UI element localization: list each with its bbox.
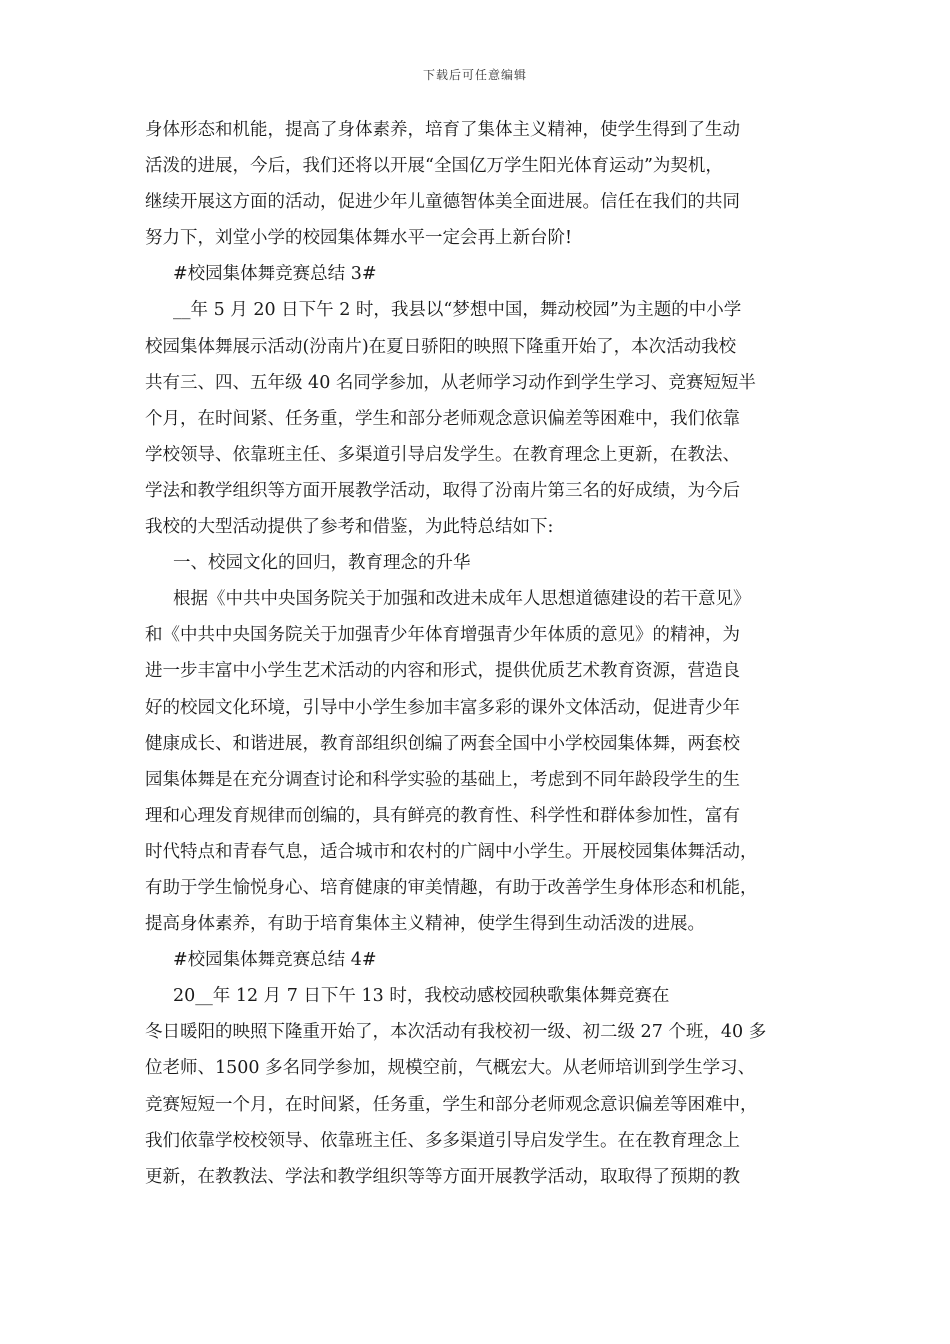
text-line: 根据《中共中央国务院关于加强和改进未成年人思想道德建设的若干意见》 xyxy=(173,589,751,610)
text-line: 提高身体素养，有助于培育集体主义精神，使学生得到生动活泼的进展。 xyxy=(145,914,705,935)
text-line: 有助于学生愉悦身心、培育健康的审美情趣，有助于改善学生身体形态和机能， xyxy=(145,877,758,898)
text-line: 努力下，刘堂小学的校园集体舞水平一定会再上新台阶! xyxy=(145,228,573,249)
text-line: 理和心理发育规律而创编的，具有鲜亮的教育性、科学性和群体参加性，富有 xyxy=(145,805,740,826)
text-line: 我们依靠学校校领导、依靠班主任、多多渠道引导启发学生。在在教育理念上 xyxy=(145,1130,740,1151)
document-body xyxy=(145,112,810,1195)
text-line: 身体形态和机能，提高了身体素养，培育了集体主义精神，使学生得到了生动 xyxy=(145,120,740,140)
text-line: 竞赛短短一个月，在时间紧，任务重，学生和部分老师观念意识偏差等困难中， xyxy=(145,1094,758,1115)
text-line: 活泼的进展，今后，我们还将以开展“全国亿万学生阳光体育运动”为契机， xyxy=(145,156,723,177)
text-line: 学校领导、依靠班主任、多渠道引导启发学生。在教育理念上更新，在教法、 xyxy=(145,444,740,465)
text-line: 园集体舞是在充分调查讨论和科学实验的基础上，考虑到不同年龄段学生的生 xyxy=(145,769,740,790)
text-line: #校园集体舞竞赛总结 4# xyxy=(173,950,377,971)
text-line: 更新，在教教法、学法和教学组织等等方面开展教学活动，取取得了预期的教 xyxy=(145,1166,740,1187)
text-line: 学法和教学组织等方面开展教学活动，取得了汾南片第三名的好成绩，为今后 xyxy=(145,480,740,501)
text-line: 20__年 12 月 7 日下午 13 时，我校动感校园秧歌集体舞竞赛在 xyxy=(173,986,670,1007)
text-line: 校园集体舞展示活动(汾南片)在夏日骄阳的映照下隆重开始了，本次活动我校 xyxy=(145,336,737,357)
text-line: 健康成长、和谐进展，教育部组织创编了两套全国中小学校园集体舞，两套校 xyxy=(145,733,740,754)
page-header: 下载后可任意编辑 xyxy=(422,68,527,82)
text-line: 一、校园文化的回归，教育理念的升华 xyxy=(173,553,471,574)
text-line: 继续开展这方面的活动，促进少年儿童德智体美全面进展。信任在我们的共同 xyxy=(145,192,740,213)
text-line: __年 5 月 20 日下午 2 时，我县以“梦想中国，舞动校园”为主题的中小学 xyxy=(173,300,742,321)
text-line: 冬日暖阳的映照下隆重开始了，本次活动有我校初一级、初二级 27 个班，40 多 xyxy=(145,1022,767,1043)
text-line: 位老师、1500 多名同学参加，规模空前，气概宏大。从老师培训到学生学习、 xyxy=(145,1058,756,1079)
text-line: 共有三、四、五年级 40 名同学参加，从老师学习动作到学生学习、竞赛短短半 xyxy=(145,372,756,393)
text-line: 我校的大型活动提供了参考和借鉴，为此特总结如下: xyxy=(145,517,554,538)
text-line: 进一步丰富中小学生艺术活动的内容和形式，提供优质艺术教育资源，营造良 xyxy=(145,661,740,682)
text-line: 时代特点和青春气息，适合城市和农村的广阔中小学生。开展校园集体舞活动， xyxy=(145,841,758,862)
text-line: #校园集体舞竞赛总结 3# xyxy=(173,264,377,285)
text-line: 个月，在时间紧、任务重，学生和部分老师观念意识偏差等困难中，我们依靠 xyxy=(145,408,740,429)
text-line: 好的校园文化环境，引导中小学生参加丰富多彩的课外文体活动，促进青少年 xyxy=(145,697,740,718)
text-line: 和《中共中央国务院关于加强青少年体育增强青少年体质的意见》的精神，为 xyxy=(145,625,740,646)
